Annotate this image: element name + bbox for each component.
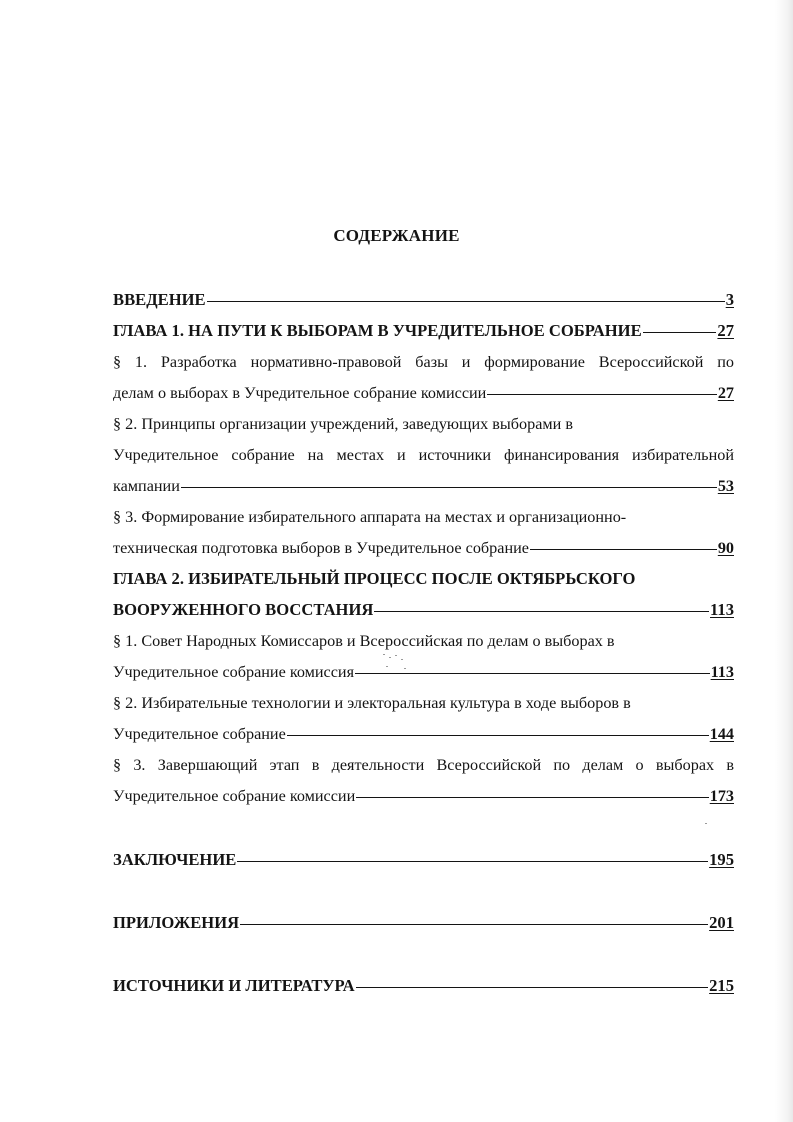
dot-leader <box>487 394 716 395</box>
scan-speck <box>395 655 397 656</box>
dot-leader <box>287 735 709 736</box>
toc-page-number: 195 <box>709 850 734 869</box>
toc-entry-ch1-section-2-line-1[interactable] <box>113 412 734 436</box>
toc-page-number: 144 <box>709 725 734 743</box>
toc-page-number: 173 <box>709 787 734 805</box>
toc-entry-chapter-2-line-2[interactable] <box>113 598 734 622</box>
toc-entry-label: делам о выборах в Учредительное собрание комиссии <box>113 384 487 402</box>
toc-entry-ch1-section-1-line-2[interactable] <box>113 381 734 405</box>
toc-entry-label: § 2. Избирательные технологии и электоральная культура в ходе выборов в <box>113 694 631 712</box>
toc-page-number: 215 <box>709 976 734 995</box>
toc-entry-label: § 1. Совет Народных Комиссаров и Всероссийская по делам о выборах в <box>113 632 615 650</box>
toc-entry-ch1-section-3-line-1[interactable] <box>113 505 734 529</box>
dot-leader <box>181 487 717 488</box>
scan-speck <box>383 654 385 655</box>
toc-entry-appendices[interactable] <box>113 911 734 935</box>
toc-entry-ch1-section-2-line-3[interactable] <box>113 474 734 498</box>
scan-speck <box>705 823 707 824</box>
toc-entry-label: § 1. Разработка нормативно-правовой базы и формирование Всероссийской по <box>113 353 734 371</box>
dot-leader <box>374 611 709 612</box>
dot-leader <box>207 301 725 302</box>
toc-entry-chapter-1[interactable] <box>113 319 734 343</box>
toc-entry-sources-literature[interactable] <box>113 974 734 998</box>
toc-entry-label: техническая подготовка выборов в Учредительное собрание <box>113 539 529 557</box>
dot-leader <box>237 861 708 862</box>
toc-page-number: 113 <box>710 663 734 681</box>
scan-speck <box>389 657 391 658</box>
scan-speck <box>386 666 388 667</box>
toc-entry-label: кампании <box>113 477 180 495</box>
toc-entry-ch2-section-3-line-1[interactable] <box>113 753 734 777</box>
toc-entry-ch2-section-2-line-2[interactable] <box>113 722 734 746</box>
toc-entry-label: ВВЕДЕНИЕ <box>113 290 206 309</box>
dot-leader <box>356 987 709 988</box>
dot-leader <box>530 549 717 550</box>
toc-entry-ch1-section-2-line-2[interactable] <box>113 443 734 467</box>
toc-entry-label: § 3. Формирование избирательного аппарата на местах и организационно- <box>113 508 627 526</box>
toc-entry-label: Учредительное собрание <box>113 725 286 743</box>
toc-page-number: 3 <box>725 290 734 309</box>
toc-page-number: 201 <box>709 913 734 932</box>
toc-entry-ch2-section-2-line-1[interactable] <box>113 691 734 715</box>
toc-entry-chapter-2-line-1[interactable] <box>113 567 734 591</box>
toc-entry-label: ПРИЛОЖЕНИЯ <box>113 913 240 932</box>
toc-page-number: 53 <box>717 477 734 495</box>
scan-speck <box>404 668 406 669</box>
toc-entry-label: ГЛАВА 1. НА ПУТИ К ВЫБОРАМ В УЧРЕДИТЕЛЬНОЕ СОБРАНИЕ <box>113 321 642 340</box>
dot-leader <box>643 332 717 333</box>
toc-entry-label: ЗАКЛЮЧЕНИЕ <box>113 850 237 869</box>
toc-page-number: 27 <box>717 384 734 402</box>
toc-page-number: 27 <box>717 321 734 340</box>
toc-entry-ch2-section-1-line-2[interactable] <box>113 660 734 684</box>
toc-entry-ch2-section-1-line-1[interactable] <box>113 629 734 653</box>
toc-page-number: 113 <box>710 600 734 619</box>
toc-entry-label: Учредительное собрание комиссии <box>113 787 356 805</box>
toc-entry-conclusion[interactable] <box>113 848 734 872</box>
toc-entry-label: § 3. Завершающий этап в деятельности Всероссийской по делам о выборах в <box>113 756 734 774</box>
toc-entry-label: ГЛАВА 2. ИЗБИРАТЕЛЬНЫЙ ПРОЦЕСС ПОСЛЕ ОКТЯБРЬСКОГО <box>113 569 636 588</box>
dot-leader <box>355 673 710 674</box>
toc-entry-label: ВООРУЖЕННОГО ВОССТАНИЯ <box>113 600 374 619</box>
toc-entry-label: Учредительное собрание на местах и источники финансирования избирательной <box>113 446 734 464</box>
toc-page-number: 90 <box>717 539 734 557</box>
toc-entry-label: § 2. Принципы организации учреждений, заведующих выборами в <box>113 415 574 433</box>
toc-entry-label: Учредительное собрание комиссия <box>113 663 355 681</box>
toc-entry-ch1-section-3-line-2[interactable] <box>113 536 734 560</box>
dot-leader <box>240 924 708 925</box>
scan-shadow-edge <box>775 0 793 1122</box>
toc-entry-introduction[interactable] <box>113 288 734 312</box>
dot-leader <box>356 797 708 798</box>
page-title: СОДЕРЖАНИЕ <box>333 226 460 245</box>
toc-entry-ch2-section-3-line-2[interactable] <box>113 784 734 808</box>
toc-entry-label: ИСТОЧНИКИ И ЛИТЕРАТУРА <box>113 976 355 995</box>
scan-speck <box>401 659 403 660</box>
toc-entry-ch1-section-1-line-1[interactable] <box>113 350 734 374</box>
